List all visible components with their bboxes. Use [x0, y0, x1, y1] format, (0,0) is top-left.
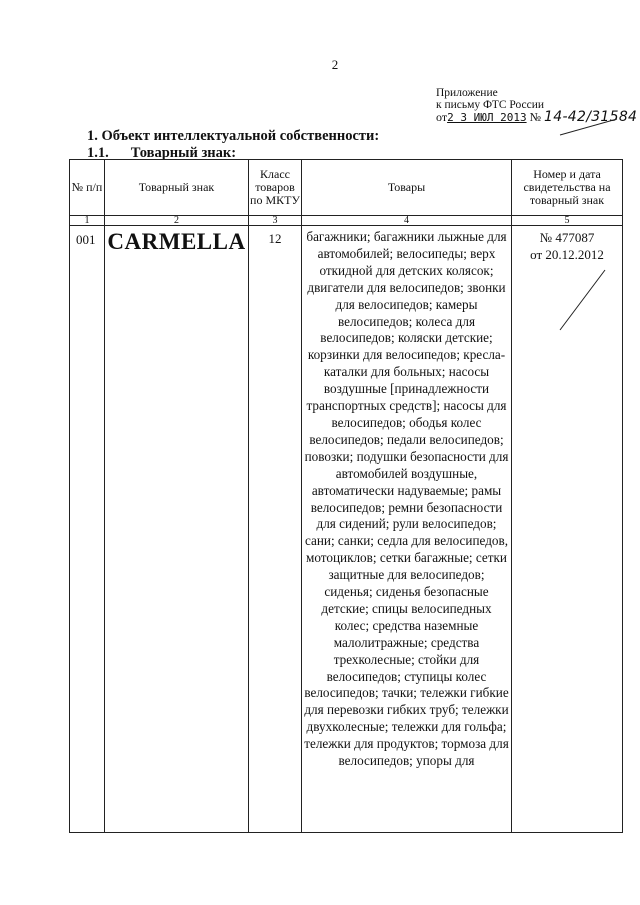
appendix-letter: к письму ФТС России	[436, 98, 545, 111]
header-goods: Товары	[302, 160, 512, 216]
header-cert: Номер и дата свидетельства на товарный знак	[512, 160, 623, 216]
column-number: 4	[302, 216, 512, 226]
subsection-title: Товарный знак:	[130, 145, 237, 161]
cell-goods: багажники; багажники лыжные для автомобилей; велосипеды; верх откидной для детских колясок; двигатели для велосипедов; звонки для велосипедов; камеры велосипедов; колеса для велосипедов; коляски детские; корзинки для велосипедов; кресла-каталки для больных; насосы воздушные [принадлежности транспортных средств]; насосы для велосипедов; ободья колес велосипедов; педали велосипедов; повозки; подушки безопасности для автомобилей воздушные, автоматически надуваемые; рамы велосипедов; ремни безопасности для сидений; рули велосипедов; сани; санки; седла для велосипедов, мотоциклов; сетки багажные; сетки защитные для велосипедов; сиденья; сиденья безопасные детские; спицы велосипедных колес; средства наземные малолитражные; средства трехколесные; стойки для велосипедов; ступицы колес велосипедов; тачки; тележки гибкие для перевозки гибких труб; тележки двухколесные; тележки для гольфа; тележки для продуктов; тормоза для велосипедов; упоры для	[302, 226, 512, 833]
column-number: 1	[70, 216, 105, 226]
cell-row-number: 001	[70, 226, 105, 833]
cell-class: 12	[249, 226, 302, 833]
column-number: 2	[105, 216, 249, 226]
section-heading: 1. Объект интеллектуальной собственности:	[87, 128, 380, 144]
column-number: 5	[512, 216, 623, 226]
page-number: 2	[331, 57, 339, 72]
header-class: Класс товаров по МКТУ	[249, 160, 302, 216]
pen-stroke-ref	[560, 119, 617, 135]
ref-no-label: №	[529, 110, 542, 124]
column-number: 3	[249, 216, 302, 226]
ref-prefix: от	[436, 110, 448, 124]
appendix-title: Приложение	[436, 87, 498, 99]
subsection-number: 1.1.	[87, 145, 109, 161]
handwritten-reference: 14-42/31584	[544, 109, 638, 125]
header-num: № п/п	[70, 160, 105, 216]
trademark-word: CARMELLA	[107, 229, 246, 254]
header-mark: Товарный знак	[105, 160, 249, 216]
certificate-date: от 20.12.2012	[530, 247, 604, 262]
certificate-number: № 477087	[539, 230, 595, 245]
pen-stroke-cert	[560, 270, 605, 330]
date-stamp: 2 3 ИЮЛ 2013	[447, 111, 527, 124]
